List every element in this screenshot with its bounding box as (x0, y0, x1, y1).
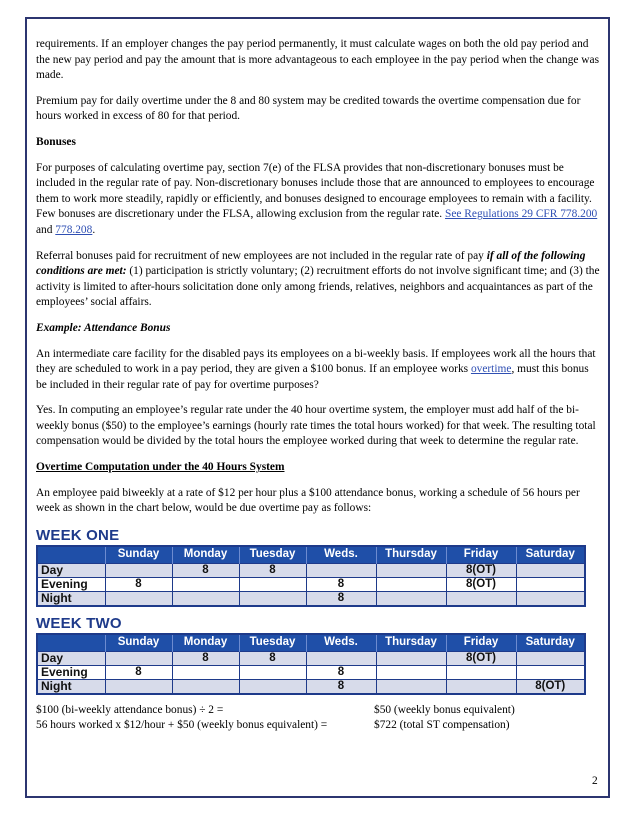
hours-cell (239, 591, 306, 606)
hours-cell (172, 591, 239, 606)
table-row (37, 665, 585, 679)
paragraph-premium-pay: Premium pay for daily overtime under the 8 and 80 system may be credited towards the overtime compensation due for hours worked in excess of 80 for that period. (36, 94, 581, 123)
row-label: Evening (37, 665, 105, 679)
heading-overtime-computation: Overtime Computation under the 40 Hours System (36, 461, 285, 474)
link-778-208[interactable]: 778.208 (55, 223, 93, 236)
hours-cell (516, 591, 585, 606)
paragraph-referral-bonuses: Referral bonuses paid for recruitment of new employees are not included in the regular rate of pay if all of the following conditions are met: (1) participation is strictly voluntary; (2) recruitment efforts do not involve significant time; and (3) the activity is limited to after-hours solicitation done only among friends, relatives, neighbors and acquaintances as part of the employees’ social affairs. (36, 249, 600, 309)
hours-cell: 8 (239, 563, 306, 577)
table-row (37, 591, 585, 606)
hours-cell: 8(OT) (446, 577, 516, 591)
day-header: Monday (172, 546, 239, 564)
hours-cell (239, 679, 306, 694)
day-header: Sunday (105, 546, 172, 564)
hours-cell (376, 591, 446, 606)
row-label: Evening (37, 577, 105, 591)
week-one-title: WEEK ONE (36, 526, 120, 544)
page-number: 2 (592, 775, 598, 787)
hours-cell (105, 679, 172, 694)
hours-cell: 8 (172, 651, 239, 665)
hours-cell (516, 563, 585, 577)
hours-cell (516, 651, 585, 665)
day-header: Thursday (376, 634, 446, 652)
day-header: Tuesday (239, 634, 306, 652)
hours-cell (172, 679, 239, 694)
hours-cell: 8 (306, 577, 376, 591)
hours-cell (239, 665, 306, 679)
paragraph-example: An intermediate care facility for the disabled pays its employees on a bi-weekly basis. If employees work all the hours that they are scheduled to work in a pay period, they are given a $100 bonus. If an employee works overtime, must this bonus be included in their regular rate of pay for overtime purposes? (36, 347, 596, 391)
day-header: Monday (172, 634, 239, 652)
hours-cell (446, 665, 516, 679)
hours-cell (172, 577, 239, 591)
calculation-formula: $100 (bi-weekly attendance bonus) ÷ 2 = (36, 703, 224, 716)
hours-cell: 8(OT) (446, 651, 516, 665)
calculation-row (36, 703, 602, 719)
hours-cell: 8(OT) (446, 563, 516, 577)
hours-cell (376, 651, 446, 665)
week-one-schedule (36, 545, 586, 607)
calculation-block (36, 703, 602, 734)
row-label: Day (37, 651, 105, 665)
hours-cell (376, 679, 446, 694)
hours-cell (306, 563, 376, 577)
week-two-schedule (36, 633, 586, 695)
week-two-header-row (37, 634, 585, 652)
heading-example-attendance-bonus: Example: Attendance Bonus (36, 321, 171, 334)
hours-cell (376, 563, 446, 577)
hours-cell (105, 563, 172, 577)
day-header: Thursday (376, 546, 446, 564)
hours-cell: 8 (105, 665, 172, 679)
calculation-formula: 56 hours worked x $12/hour + $50 (weekly bonus equivalent) = (36, 719, 328, 732)
hours-cell: 8 (306, 591, 376, 606)
paragraph-pay-period: requirements. If an employer changes the pay period permanently, it must calculate wages on both the old pay period and the new pay period and pay the amount that is more advantageous to each employee in the pay period when the change was made. (36, 38, 600, 82)
calculation-row (36, 718, 602, 734)
hours-cell (239, 577, 306, 591)
table-row (37, 563, 585, 577)
day-header: Friday (446, 546, 516, 564)
document-body (36, 37, 602, 734)
heading-bonuses: Bonuses (36, 135, 76, 148)
hours-cell: 8 (105, 577, 172, 591)
row-label: Night (37, 679, 105, 694)
hours-cell (172, 665, 239, 679)
hours-cell (306, 651, 376, 665)
week-two-title: WEEK TWO (36, 614, 122, 632)
hours-cell (376, 577, 446, 591)
day-header: Sunday (105, 634, 172, 652)
week-one-header-row (37, 546, 585, 564)
link-regulations-778-200[interactable]: See Regulations 29 CFR 778.200 (445, 208, 598, 221)
hours-cell: 8 (239, 651, 306, 665)
table-row (37, 577, 585, 591)
table-row (37, 679, 585, 694)
paragraph-bonuses: For purposes of calculating overtime pay, section 7(e) of the FLSA provides that non-discretionary bonuses must be included in the regular rate of pay. Non-discretionary bonuses include those that are announced to employees to encourage them to work more steadily, rapidly or efficiently, and bonuses designed to encourage employees to remain with a facility. Few bonuses are discretionary under the FLSA, allowing exclusion from the regular rate. See Regulations 29 CFR 778.200 and 778.208. (36, 161, 598, 236)
day-header: Saturday (516, 546, 585, 564)
day-header: Saturday (516, 634, 585, 652)
row-label: Night (37, 591, 105, 606)
corner-cell (37, 634, 105, 652)
hours-cell: 8 (172, 563, 239, 577)
calculation-result: $722 (total ST compensation) (374, 719, 510, 732)
hours-cell (105, 591, 172, 606)
hours-cell: 8(OT) (516, 679, 585, 694)
day-header: Weds. (306, 546, 376, 564)
day-header: Weds. (306, 634, 376, 652)
hours-cell (105, 651, 172, 665)
paragraph-example-employee: An employee paid biweekly at a rate of $12 per hour plus a $100 attendance bonus, working a schedule of 56 hours per week as shown in the chart below, would be due overtime pay as follows: (36, 486, 580, 515)
calculation-result: $50 (weekly bonus equivalent) (374, 703, 515, 716)
day-header: Tuesday (239, 546, 306, 564)
hours-cell: 8 (306, 665, 376, 679)
hours-cell (516, 665, 585, 679)
hours-cell: 8 (306, 679, 376, 694)
hours-cell (516, 577, 585, 591)
day-header: Friday (446, 634, 516, 652)
hours-cell (446, 679, 516, 694)
table-row (37, 651, 585, 665)
hours-cell (446, 591, 516, 606)
corner-cell (37, 546, 105, 564)
hours-cell (376, 665, 446, 679)
paragraph-answer: Yes. In computing an employee’s regular rate under the 40 hour overtime system, the employer must add half of the bi-weekly bonus ($50) to the employee’s earnings (hourly rate times the total hours worked) for that week. The resulting total compensation would be divided by the total hours the employee worked during that week to determine the regular rate. (36, 404, 596, 448)
link-overtime[interactable]: overtime (470, 363, 512, 376)
row-label: Day (37, 563, 105, 577)
